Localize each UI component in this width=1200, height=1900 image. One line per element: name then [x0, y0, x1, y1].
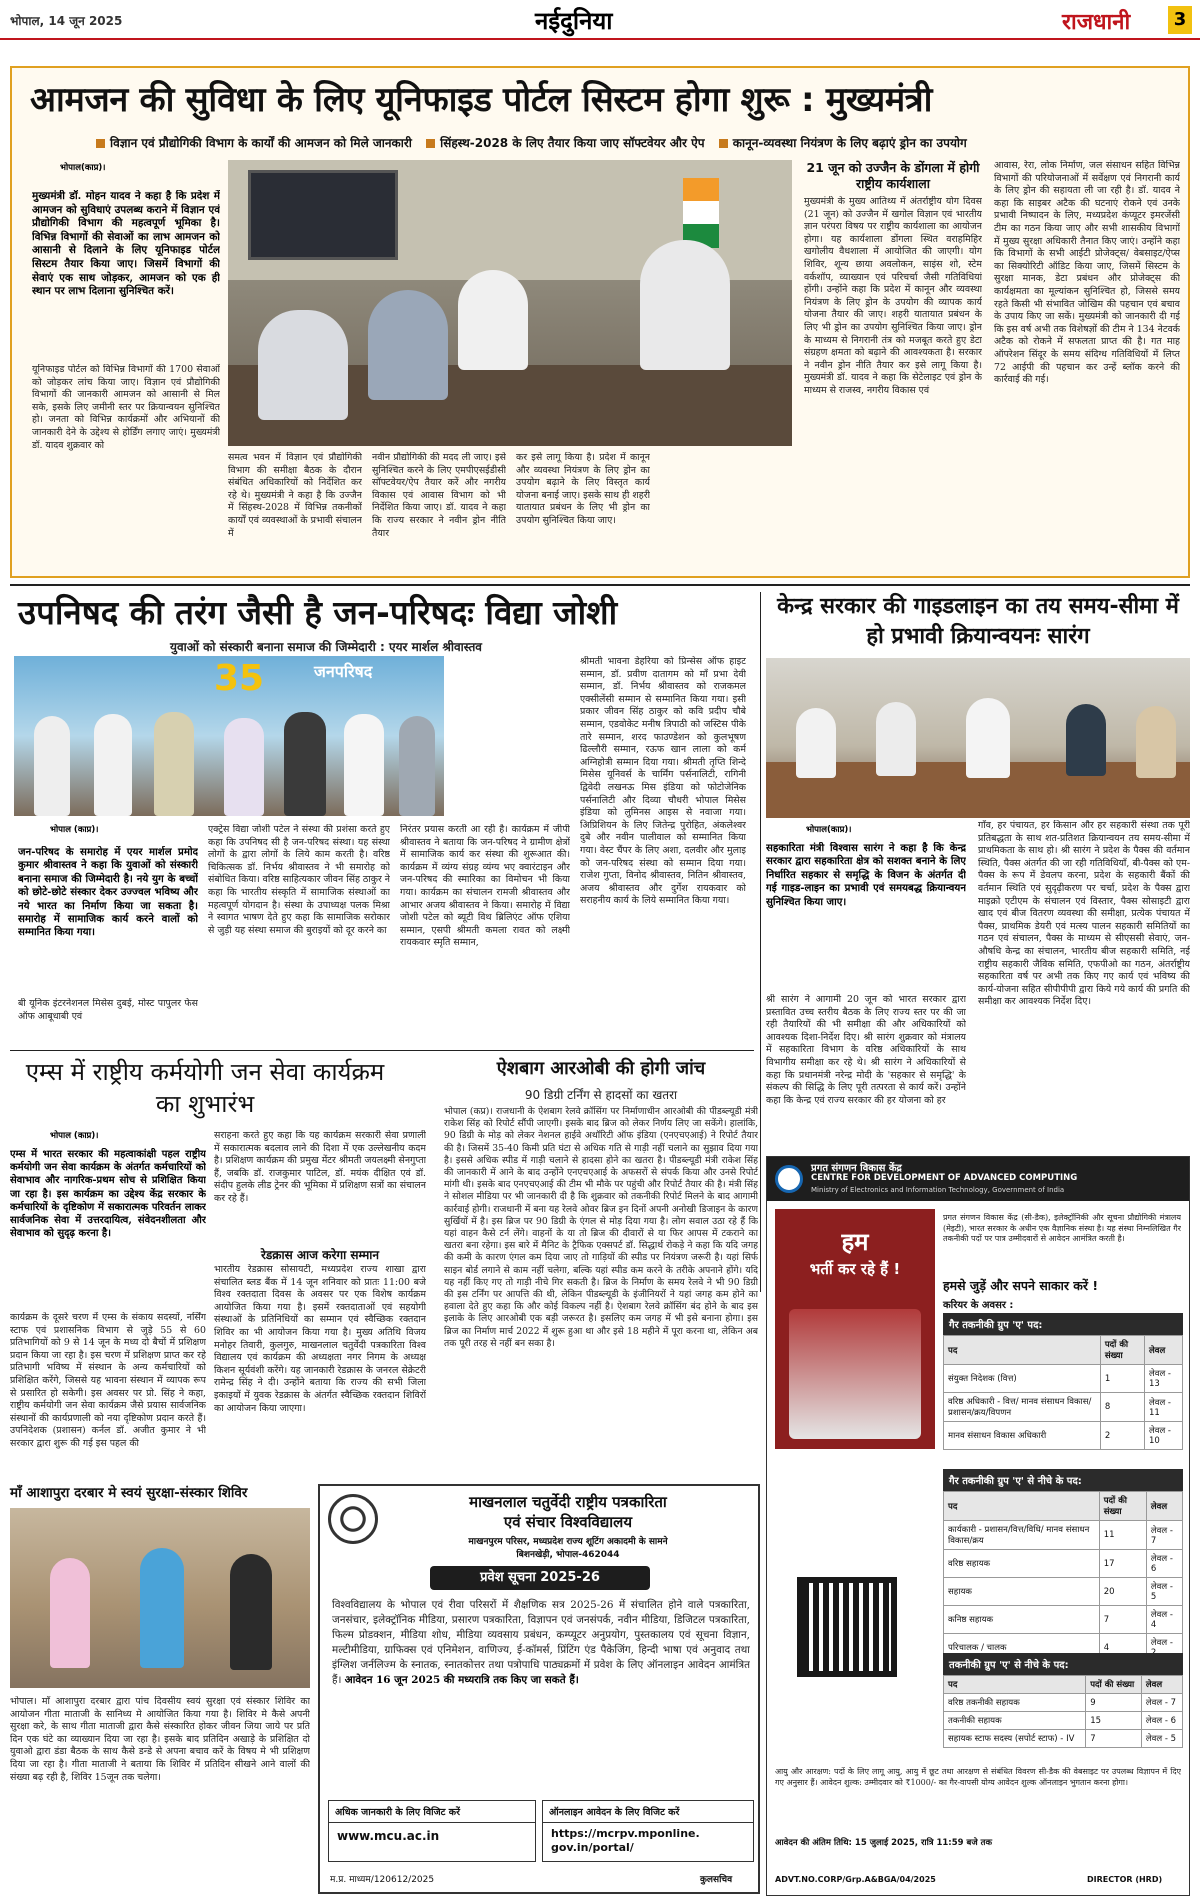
table-row: तकनीकी सहायक 15 लेवल - 6: [944, 1712, 1183, 1730]
body-col-1: कार्यक्रम के दूसरे चरण में एम्स के संकाय सदस्यों, नर्सिंग स्टाफ एवं प्रशासनिक विभाग से जुड़े 55 से 60 प्रतिभागियों को 9 से 14 जून के मध्य दो बैचों में प्रशिक्षण प्रदान किया जा रहा है। इस चरण में प्रशिक्षण प्राप्त कर रहे प्रतिभागी भविष्य में संस्थान के अन्य कर्मचारियों को प्रशिक्षित करेंगे, जिससे यह भावना संस्थान में व्यापक रूप से प्रसारित हो सकेगी। इस अवसर पर प्रो. सिंह ने कहा, राष्ट्रीय कर्मयोगी जन सेवा कार्यक्रम जैसे प्रयास सार्वजनिक संस्थानों की कार्यप्रणाली को नया दृष्टिकोण प्रदान करते हैं। उपनिदेशक (प्रशासन) कर्नल डॉ. अजीत कुमार ने भी सरकार द्वारा शुरू की गई इस पहल की: [10, 1312, 206, 1449]
photo-person-2: [94, 714, 132, 816]
body-col-2: गाँव, हर पंचायत, हर किसान और हर सहकारी संस्था तक पूरी प्रतिबद्धता के साथ शत-प्रतिशत क्रियान्वयन तय समय-सीमा में प्राथमिकता के साथ हो। श्री सारंग ने प्रदेश के पैक्स की वर्तमान स्थिति, पैक्स अंतर्गत की जा रही गतिविधियाँ, बी-पैक्स को एम-पैक्स के रूप में डेवलप करना, प्रदेश के सहकारी बैंकों की वर्तमान स्थिति एवं सुदृढ़ीकरण पर चर्चा, प्रदेश के पैक्स द्वारा माइक्रो एटीएम के संचालन एवं विस्तार, पैक्स सोसाइटी द्वारा खाद एवं बीज वितरण व्यवस्था की समीक्षा, प्रत्येक पंचायत में पैक्स, प्राथमिक डेयरी एवं मत्स्य पालन सहकारी समितियों का गठन एवं संचालन, पैक्स के माध्यम से सीएससी सेवाएं, जन-औषधि केन्द्र का संचालन, भारतीय बीज सहकारी समिति, नई राष्ट्रीय सहकारी जैविक समिति, एफपीओ का गठन, अंतर्राष्ट्रीय सहकारिता वर्ष पर अभी तक किए गए कार्य एवं भविष्य की कार्य-योजना सहित सीपीपीपी द्वारा किये गये कार्य की प्रगति की समीक्षा कर आवश्यक निर्देश दिए।: [978, 820, 1190, 1008]
visit-label: अधिक जानकारी के लिए विजिट करें: [329, 1801, 535, 1823]
divider: [10, 584, 1190, 586]
table-row: वरिष्ठ सहायक 17 लेवल - 6: [944, 1550, 1183, 1578]
apply-label: ऑनलाइन आवेदन के लिए विजिट करें: [543, 1801, 753, 1823]
visit-box: [328, 1800, 536, 1862]
footer-note: आयु और आरक्षण: पदों के लिए लागू आयु, आयु में छूट तथा आरक्षण से संबंधित विवरण सी-डैक की वेबसाइट पर उपलब्ध विज्ञापन में दिए गए अनुसार हैं। आवेदन शुल्क: उम्मीदवार को ₹1000/- का गैर-वापसी योग्य आवेदन शुल्क ऑनलाइन भुगतान करना होगा।: [775, 1767, 1181, 1787]
photo-person-3: [230, 1554, 272, 1670]
subhead-redcross: रेडक्रास आज करेगा सम्मान: [260, 1248, 380, 1262]
story-unified-portal: [10, 66, 1190, 578]
group-c-title: तकनीकी ग्रुप 'ए' से नीचे के पद:: [943, 1653, 1183, 1675]
bullet-icon: [719, 139, 728, 148]
photo-person-6: [344, 714, 384, 816]
apply-box: [542, 1800, 754, 1862]
notice-title: प्रवेश सूचना 2025-26: [430, 1566, 650, 1590]
story-jan-parishad: [10, 592, 755, 1052]
table-row: संयुक्त निदेशक (वित्त) 1 लेवल - 13: [944, 1365, 1183, 1393]
table-row: परिचालक / चालक 4 लेवल -: [944, 1634, 1183, 1662]
anniv-number: 35: [214, 658, 265, 699]
last-date: आवेदन की अंतिम तिथि: 15 जुलाई 2025, रात्रि 11:59 बजे तक: [775, 1838, 992, 1848]
table-row: कनिष्ठ सहायक 7 लेवल - 4: [944, 1606, 1183, 1634]
qr-code-icon: [797, 1577, 897, 1677]
people-graphic: [789, 1309, 921, 1439]
body-col-1: यूनिफाइड पोर्टल को विभिन्न विभागों की 1700 सेवाओं को जोड़कर लांच किया जाए। विज्ञान एवं प्रौद्योगिकी विभागों की जानकारी आमजन को आसानी से मिल सके, इसके लिए जमीनी स्तर पर क्रियान्वयन सुनिश्चित हो। जनता को विभिन्न कार्यक्रमों और अभियानों की जानकारी देने के उद्देश्य से होर्डिंग लगाए जाएं। मुख्यमंत्री डॉ. यादव शुक्रवार को: [32, 364, 220, 451]
body-col-2: समत्व भवन में विज्ञान एवं प्रौद्योगिकी विभाग की समीक्षा बैठक के दौरान संबंधित अधिकारियों को निर्देशित कर रहे थे। मुख्यमंत्री ने कहा है कि उज्जैन में सिंहस्थ-2028 में विभिन्न तकनीकों कार्यों एवं व्यवस्थाओं के प्रभावी संचालन में: [228, 452, 362, 539]
banner-line-1: हम: [841, 1228, 869, 1256]
cdac-logo-icon: [775, 1165, 803, 1193]
byline: भोपाल(काप्र)।: [60, 163, 106, 173]
table-row: सहायक 20 लेवल - 5: [944, 1578, 1183, 1606]
headline: उपनिषद की तरंग जैसी है जन-परिषदः विद्या जोशी: [18, 593, 618, 632]
signatory: कुलसचिव: [700, 1875, 733, 1885]
group-c-table: [943, 1653, 1183, 1748]
university-name-2: एवं संचार विश्वविद्यालय: [503, 1513, 633, 1531]
org-english: CENTRE FOR DEVELOPMENT OF ADVANCED COMPUTING: [811, 1173, 1078, 1183]
career-title: करियर के अवसर :: [943, 1300, 1014, 1311]
body-col-1: श्री सारंग ने आगामी 20 जून को भारत सरकार द्वारा प्रस्तावित उच्च स्तरीय बैठक के लिए राज्य स्तर पर की जा रही तैयारियों की भी समीक्षा की और अधिकारियों को आवश्यक दिशा-निर्देश दिए। श्री सारंग शुक्रवार को मंत्रालय में सहकारिता विभाग के वरिष्ठ अधिकारियों के साथ विभागीय समीक्षा कर रहे थे। श्री सारंग ने अधिकारियों से कहा कि प्रधानमंत्री नरेन्द्र मोदी के 'सहकार से समृद्धि' के संकल्प की सिद्धि के लिए पूरी तत्परता से कार्य करें। उन्होंने कहा कि केन्द्र एवं राज्य सरकार की हर योजना को हर: [766, 994, 966, 1106]
apply-url[interactable]: https://mcrpv.mponline. gov.in/portal/: [551, 1827, 700, 1854]
photo-person-2: [876, 702, 916, 776]
address: माखनपुरम परिसर, मध्यप्रदेश राज्य शूटिंग अकादमी के सामने: [468, 1537, 668, 1547]
photo-person-1: [258, 310, 348, 420]
ad-mcu: [318, 1484, 760, 1894]
ad-header: [767, 1157, 1189, 1201]
banner-line-2: भर्ती कर रहे हैं !: [809, 1260, 901, 1278]
story-aishbagh: [444, 1056, 758, 1476]
body-col-3: नवीन प्रौद्योगिकी की मदद ली जाए। इसे सुनिश्चित करने के लिए एमपीएसईडीसी सॉफ्टवेयर/ऐप तैयार करें और नगरीय विकास एवं आवास विभाग को भी निर्देशित किया जाए। डॉ. यादव ने कहा कि राज्य सरकार ने नवीन ड्रोन नीति तैयार: [372, 452, 506, 539]
highlight-3: कानून-व्यवस्था नियंत्रण के लिए बढ़ाएं ड्रोन का उपयोग: [719, 136, 967, 150]
table-row: मानव संसाधन विकास अधिकारी 2 लेवल - 10: [944, 1422, 1183, 1450]
headline: आमजन की सुविधा के लिए यूनिफाइड पोर्टल सिस्टम होगा शुरू : मुख्यमंत्री: [30, 80, 933, 120]
join-us: हमसे जुड़ें और सपने साकार करें !: [943, 1278, 1099, 1293]
visit-url[interactable]: www.mcu.ac.in: [337, 1829, 440, 1843]
banner-text: जनपरिषद: [314, 662, 373, 681]
ad-reference: म.प्र. माध्यम/120612/2025: [330, 1875, 435, 1885]
body-col-2: सराहना करते हुए कहा कि यह कार्यक्रम सरकारी सेवा प्रणाली में सकारात्मक बदलाव लाने की दिशा में एक उल्लेखनीय कदम है। प्रशिक्षण कार्यक्रम की प्रमुख मेंटर श्रीमती जयलक्ष्मी सेनगुप्ता हैं, जबकि डॉ. राजकुमार पाटिल, डॉ. मयंक दीक्षित एवं डॉ. संदीप हुलके लीड ट्रेनर की भूमिका में प्रशिक्षण सत्रों का संचालन कर रहे हैं।: [214, 1130, 426, 1204]
photo-person-5: [284, 712, 326, 816]
story-aashapura: [10, 1484, 310, 1894]
paper-name: नईदुनिया: [535, 6, 613, 35]
lead-paragraph: एम्स में भारत सरकार की महत्वाकांक्षी पहल राष्ट्रीय कर्मयोगी जन सेवा कार्यक्रम के अंतर्गत कर्मचारियों को सेवाभाव और नागरिक-प्रथम सोच से प्रशिक्षित किया जा रहा है। इस कार्यक्रम का उद्देश्य केंद्र सरकार के कर्मचारियों के दृष्टिकोण में सकारात्मक परिवर्तन लाकर सार्वजनिक सेवा में उत्तरदायित्व, संवेदनशीलता और सेवाभाव को सुदृढ़ करना है।: [10, 1149, 206, 1240]
bullet-icon: [426, 139, 435, 148]
university-name: माखनलाल चतुर्वेदी राष्ट्रीय पत्रकारिता: [469, 1493, 667, 1511]
group-a-table: [943, 1313, 1183, 1450]
table: [943, 1335, 1183, 1450]
table-row: सहायक स्टाफ सदस्य (सपोर्ट स्टाफ) - IV 7 लेवल - 5: [944, 1730, 1183, 1748]
director: DIRECTOR (HRD): [1087, 1875, 1163, 1884]
section-name: राजधानी: [1062, 10, 1131, 35]
headline: केन्द्र सरकार की गाइडलाइन का तय समय-सीमा में हो प्रभावी क्रियान्वयनः सारंग: [777, 594, 1179, 649]
lead-paragraph: मुख्यमंत्री डॉ. मोहन यादव ने कहा है कि प्रदेश में आमजन को सुविधाएं उपलब्ध कराने में विज्ञान एवं प्रौद्योगिकी विभाग की महत्वपूर्ण भूमिका है। विभिन्न विभागों की सेवाओं का लाभ आमजन को आसानी से दिलाने के लिए यूनिफाइड पोर्टल सिस्टम तैयार किया जाए। जिसमें विभागों की सेवाएं एक साथ जोड़कर, आमजन को एक ही स्थान पर लाभ दिलाना सुनिश्चित करें।: [32, 190, 220, 298]
city: बिशनखेड़ी, भोपाल-462044: [516, 1550, 620, 1560]
table-header: पद पदों की संख्या लेवल: [944, 1492, 1183, 1521]
table-header: पद पदों की संख्या लेवल: [944, 1676, 1183, 1694]
award-photo: [14, 656, 444, 816]
body-col-2: एक्ट्रेस विद्या जोशी पटेल ने संस्था की प्रशंसा करते हुए कहा कि उपनिषद सी है जन-परिषद संस्था। यह संस्था लोगों के द्वारा लोगों के लिये काम करती है। वरिष्ठ चिकित्सक डॉ. निर्भय श्रीवास्तव ने भी समारोह को संबोधित किया। वरिष्ठ साहित्यकार जीवन सिंह ठाकुर ने कहा कि भारतीय संस्कृति में सामाजिक संस्थाओं का महत्वपूर्ण योगदान है। संस्था के उपाध्यक्ष पलक मिश्रा ने स्वागत भाषण देते हुए कहा कि सामाजिक सरोकार से जुड़ी यह संस्था समाज की बुराइयों को दूर करने का: [208, 824, 390, 936]
body-col-4: श्रीमती भावना डेहरिया को प्रिन्सेस ऑफ हाइट सम्मान, डॉ. प्रवीण दातागम को माँ प्रभा देवी सम्मान, डॉ. निर्भय श्रीवास्तव को राजकमल एक्सीलेंसी सम्मान से सम्मानित किया गया। इसी प्रकार जीवन सिंह ठाकुर को कवि प्रदीप चौबे सम्मान, एडवोकेट मनीष त्रिपाठी को जस्टिस पीके तारे सम्मान, शरद फाउण्डेशन को कुलभूषण ढिल्लौरी सम्मान, रऊफ खान लाला को कर्म अग्निहोत्री सम्मान दिया गया। श्रीमती तृप्ति शिन्दे मिसेस यूनिवर्स के चार्मिंग पर्सनालिटी, रागिनी द्विवेदी लखनऊ मिस इंडिया को फोटोजेनिक पर्सनालिटी और दिव्या चौधरी भोपाल मिसेस इंडिया को लुमिनस आइस से नवाजा गया। अिप्रिशियन के लिए जितेन्द्र पुरोहित, अंकलेश्वर दुबे और नवीन पालीवाल को सम्मानित किया गया। वेस्ट चैंपर के लिए अशा, दलवीर और मुलाइ को जन-परिषद संस्था को सम्मान दिया गया। राजेश गुप्ता, विनोद श्रीवास्तव, नितिन श्रीवास्तव, अजय श्रीवास्तव और दुर्गेश रायकवार को सराहनीय कार्य के लिये सम्मानित किया गया।: [580, 656, 746, 907]
photo-person-2: [368, 290, 448, 400]
body-col-5: मुख्यमंत्री के मुख्य आतिथ्य में अंतर्राष्ट्रीय योग दिवस (21 जून) को उज्जैन में खगोल विज्ञान एवं भारतीय ज्ञान परंपरा विषय पर राष्ट्रीय कार्यशाला का आयोजन होगा। यह कार्यशाला डोंगला स्थित वराहमिहिर खगोलीय वैधशाला में आयोजित की जाएगी। योग शिविर, शून्य छाया अवलोकन, साइंस शो, स्टेम वर्कशॉप, व्याख्यान एवं परिचर्चा जैसी गतिविधियां होंगी। उन्होंने कहा कि प्रदेश में कानून और व्यवस्था नियंत्रण के लिए ड्रोन के उपयोग की व्यापक कार्य योजना तैयार की जाए। शहरी यातायात प्रबंधन के लिए भी ड्रोन का उपयोग सुनिश्चित किया जाए। ड्रोन के माध्यम से निगरानी तंत्र को मजबूत करते हुए डेटा संग्रहण क्षमता को बढ़ाने की आवश्यकता है। सरकार ने नवीन ड्रोन नीति तैयार कर इसे लागू किया है। मुख्यमंत्री डॉ. यादव ने कहा कि सेटेलाइट एवं ड्रोन के माध्यम से राजस्व, नगरीय विकास एवं: [804, 196, 982, 396]
sub-headline: 21 जून को उज्जैन के डोंगला में होगी राष्ट्रीय कार्यशाला: [806, 160, 980, 191]
lead-paragraph: जन-परिषद के समारोह में एयर मार्शल प्रमोद कुमार श्रीवास्तव ने कहा कि युवाओं को संस्कारी बनाना समाज की जिम्मेदारी है। नये युग के बच्चों को छोटे-छोटे संस्कार देकर उज्ज्वल भविष्य और नये भारत का निर्माण किया जा सकता है। समारोह में सामाजिक कार्य करने वालों को सम्मानित किया गया।: [18, 846, 198, 939]
ad-cdac: [766, 1156, 1190, 1896]
photo-screen: [248, 170, 398, 260]
photo-person-5: [1136, 706, 1176, 778]
photo-person-1: [796, 708, 836, 778]
headline: माँ आशापुरा दरबार मे स्वयं सुरक्षा-संस्कार शिविर: [10, 1485, 248, 1501]
group-b-table: [943, 1469, 1183, 1662]
date-line: भोपाल, 14 जून 2025: [10, 14, 123, 28]
meeting-photo: [766, 658, 1190, 818]
advt-number: ADVT.NO.CORP/Grp.A&BGA/04/2025: [775, 1875, 936, 1884]
body-col-1: बी यूनिक इंटरनेशनल मिसेस दुबई, मोस्ट पापुलर फेस ऑफ आबूधाबी एवं: [18, 998, 198, 1022]
body-col-6: आवास, रेरा, लोक निर्माण, जल संसाधन सहित विभिन्न विभागों की परियोजनाओं में सर्वेक्षण एवं निगरानी कार्य के लिए ड्रोन की सहायता ली जा रही है। डॉ. यादव ने कहा कि साइबर अटैक की घटनाएं रोकने एवं उनके प्रभावी निष्पादन के लिए, मध्यप्रदेश कंप्यूटर इमरजेंसी टीम का गठन किया जाए और सभी शासकीय विभागों में मुख्य सुरक्षा अधिकारी तैनात किए जाएं। उन्होंने कहा कि विभागों के सभी आईटी प्रोजेक्ट्स/ वेबसाइट/ऐप्स का सिक्योरिटी ऑडिट किया जाए, जिसमें सिस्टम के सुरक्षा मानक, डेटा प्रबंधन और प्रोजेक्ट्स की कार्यक्षमता का मूल्यांकन सुनिश्चित हो, जिससे समय रहते किसी भी संभावित जोखिम की पहचान एवं बचाव के उपाय किए जा सकें। मुख्यमंत्री को जानकारी दी गई कि इस वर्ष अभी तक विशेषज्ञों की टीम ने 134 नेटवर्क अटैक को रोकने में सफलता प्राप्त की है। गत माह ऑपरेशन सिंदूर के समय संदिग्ध गतिविधियों में लिप्त 72 आईपी की पहचान कर उन्हें ब्लॉक करने की कार्रवाई की गई।: [994, 160, 1180, 386]
table: [943, 1491, 1183, 1662]
photo-person-4: [1066, 704, 1106, 776]
divider-vertical: [760, 592, 761, 1292]
intro: प्रगत संगणन विकास केंद्र (सी-डैक), इलेक्ट्रॉनिकी और सूचना प्रौद्योगिकी मंत्रालय (मेइटी), भारत सरकार के अधीन एक वैज्ञानिक संस्था है। यह संस्था निम्नलिखित गैर तकनीकी पदों पर पात्र उम्मीदवारों से आवेदन आमंत्रित करती है।: [943, 1213, 1181, 1244]
headline: एम्स में राष्ट्रीय कर्मयोगी जन सेवा कार्यक्रम का शुभारंभ: [25, 1058, 385, 1118]
photo-person-3: [966, 698, 1010, 778]
page-number: 3: [1168, 6, 1192, 34]
body-redcross: भारतीय रेडक्रास सोसायटी, मध्यप्रदेश राज्य शाखा द्वारा संचालित ब्लड बैंक में 14 जून शनिवार को प्रातः 11:00 बजे विश्व रक्तदाता दिवस के अवसर पर एक विशेष कार्यक्रम आयोजित किया गया है। इसमें रक्तदाताओं एवं सहयोगी संस्थाओं के प्रतिनिधियों का सम्मान एवं स्वैच्छिक रक्तदान शिविर का भी आयोजन किया गया है। मुख्य अतिथि विजय मनोहर तिवारी, कुलगुरु, माखनलाल चतुर्वेदी पत्रकारिता विश्व विद्यालय एवं कार्यक्रम की अध्यक्षता नगर निगम के अध्यक्ष किशन सूर्यवंशी करेंगे। यह जानकारी रेडक्रास के जनरल सेक्रेटरी रामेन्द्र सिंह ने दी। उन्होंने बताया कि राज्य की सभी जिला इकाइयों में युवक रेडक्रास के अंतर्गत स्वैच्छिक रक्तदान शिविरों का आयोजन किया जाएगा।: [214, 1264, 426, 1414]
photo-person-7: [399, 716, 435, 816]
photo-person-2: [140, 1548, 184, 1668]
bullet-icon: [96, 139, 105, 148]
body: भोपाल (कप्र)। राजधानी के ऐशबाग रेलवे क्रॉसिंग पर निर्माणाधीन आरओबी की पीडब्ल्यूडी मंत्री राकेश सिंह को रिपोर्ट सौंपी जाएगी। इसके बाद ब्रिज को लेकर निर्णय लिए जा सकेंगे। हालांकि, 90 डिग्री के मोड़ को लेकर नेशनल हाईवे अथॉरिटी ऑफ इंडिया (एनएचएआई) ने रिपोर्ट तैयार की है। जिसमें 35-40 किमी प्रति घंटा से अधिक गति से गाड़ी नहीं चलाने का सुझाव दिया गया है। इससे अधिक स्पीड में गाड़ी चलाने से हादसा होने का खतरा है। पीडब्ल्यूडी मंत्री राकेश सिंह की जानकारी में आने के बाद उन्होंने एनएचएआई के अफसरों से संपर्क किया और उनसे रिपोर्ट मांगी थी। इसके बाद एनएचएआई की टीम भी मौके पर पहुंची और रिपोर्ट तैयार की है। मंत्री सिंह ने सोशल मीडिया पर भी जानकारी दी है कि शुक्रवार को तकनीकी रिपोर्ट मिलने के बाद आगामी कार्रवाई होगी। राजधानी में बना यह रेलवे ओवर ब्रिज इन दिनों अपनी अनोखी डिजाइन के कारण सुर्खियों में है। इस ब्रिज पर 90 डिग्री के एंगल से मोड़ दिया गया है। लोग सवाल उठा रहे हैं कि यहां वाहन कैसे टर्न लेंगे। वाहनों के या तो ब्रिज की दीवारों से या फिर आपस में टकराने का खतरा बना रहेगा। इस बारे में मैनिट के ट्रैफिक एक्सपर्ट डॉ. सिद्धार्थ रोकड़े ने कहा कि यदि जगह की कमी के कारण एंगल कम दिया जाए तो गाड़ियों की स्पीड पर नियंत्रण जरूरी है। यहां सिर्फ साइन बोर्ड लगाने से काम नहीं चलेगा, बल्कि यहां स्पीड कम करने के तरीके अपनाने होंगे। यदि यह नहीं किए गए तो गाड़ी नीचे गिर सकती है। ब्रिज के निर्माण के समय रेलवे ने भी 90 डिग्री की इस टर्निंग पर आपत्ति की थी, लेकिन पीडब्ल्यूडी के इंजीनियरों ने यहां जगह कम होने का हवाला देते हुए कहा कि और कोई विकल्प नहीं है। ऐशबाग रेलवे क्रॉसिंग बंद होने के बाद इस इलाके के लिए आरओबी एक बड़ी जरूरत है। इसलिए कम जगह में भी इसे बनाना होगा। इस ब्रिज का निर्माण मार्च 2022 में शुरू हुआ था और इसे 18 महीने में पूरा करना था, लेकिन अब तक पूरी तरह से नहीं बन सका है।: [444, 1106, 758, 1349]
byline: भोपाल (काप्र)।: [50, 825, 99, 835]
photo-flag: [683, 178, 719, 248]
training-photo: [10, 1508, 310, 1688]
mcu-logo-icon: [328, 1494, 378, 1544]
divider: [10, 1050, 754, 1051]
group-a-title: गैर तकनीकी ग्रुप 'ए' पद:: [943, 1313, 1183, 1335]
meeting-photo: [228, 160, 792, 446]
group-b-title: गैर तकनीकी ग्रुप 'ए' से नीचे के पद:: [943, 1469, 1183, 1491]
body-col-3: निरंतर प्रयास करती आ रही है। कार्यक्रम में जीपी श्रीवास्तव ने बताया कि जन-परिषद ने ग्रामीण क्षेत्रों में सामाजिक कार्य कर संस्था की शुरूआत की। कार्यक्रम में व्यंग्य संग्रह व्यंग्य भए क्वारंटाइन और जन-परिषद की स्मारिका का विमोचन भी किया गया। कार्यक्रम का संचालन रामजी श्रीवास्तव और आभार अजय श्रीवास्तव ने किया। समारोह में विद्या जोशी पटेल को ब्यूटी विथ ब्रिलिएंट ऑफ एशिया सम्मान, एसपी श्रीमती कमला रावत को लक्ष्मी रायकवार स्मृति सम्मान,: [400, 824, 570, 949]
body: भोपाल। माँ आशापुरा दरबार द्वारा पांच दिवसीय स्वयं सुरक्षा एवं संस्कार शिविर का आयोजन गीता माताजी के सानिध्य मे आयोजित किया गया है। शिविर मे कैसे अपनी सुरक्षा करे, के साथ गीता माताजी द्वारा कैसे संस्कारित होकर जीवन जिया जाये पर प्रति दिन एक घंटे का व्याख्यान दिया जा रहा है। इसके बाद प्रतिदिन अखाड़े के प्रशिक्षित दो युवाओ द्वारा डंडा बैठक के साथ कैसे डन्डे से अपना बचाव करें के विषय मे भी प्रशिक्षण दिया जा रहा है। गीता माताजी ने बताया कि शिविर में प्रतिदिन सीखने आने वालों की संख्या बढ़ रही है, शिविर 15जून तक चलेगा।: [10, 1696, 310, 1783]
deadline: आवेदन 16 जून 2025 की मध्यरात्रि तक किए जा सकते हैं।: [344, 1674, 579, 1686]
masthead: [0, 0, 1200, 40]
highlight-1: विज्ञान एवं प्रौद्योगिकी विभाग के कार्यों की आमजन को मिले जानकारी: [96, 136, 412, 150]
photo-person-1: [50, 1558, 90, 1668]
table-header: पद पदों की संख्या लेवल: [944, 1336, 1183, 1365]
body-col-4: कर इसे लागू किया है। प्रदेश में कानून और व्यवस्था नियंत्रण के लिए ड्रोन का उपयोग बढ़ाने के लिए विस्तृत कार्य योजना बनाई जाए। इसके साथ ही शहरी यातायात प्रबंधन के लिए भी ड्रोन का उपयोग सुनिश्चित किया जाए।: [516, 452, 650, 526]
subheadline: युवाओं को संस्कारी बनाना समाज की जिम्मेदारी : एयर मार्शल श्रीवास्तव: [170, 640, 482, 654]
table: [943, 1675, 1183, 1748]
byline: भोपाल(काप्र)।: [806, 825, 852, 835]
highlight-2: सिंहस्थ-2028 के लिए तैयार किया जाए सॉफ्टवेयर और ऐप: [426, 136, 704, 150]
highlights: [96, 134, 1186, 151]
ministry: Ministry of Electronics and Information Technology, Government of India: [811, 1186, 1065, 1194]
body-col-4b: [660, 452, 792, 568]
hiring-banner: [775, 1209, 935, 1449]
notice-body: विश्वविद्यालय के भोपाल एवं रीवा परिसरों में शैक्षणिक सत्र 2025-26 में संचालित होने वाले पत्रकारिता, जनसंचार, इलेक्ट्रॉनिक मीडिया, प्रसारण पत्रकारिता, विज्ञापन एवं जनसंपर्क, नवीन मीडिया, डिजिटल पत्रकारिता, फिल्म प्रोडक्शन, मीडिया शोध, मीडिया व्यवसाय प्रबंधन, कम्प्यूटर अनुप्रयोग, पुस्तकालय एवं सूचना विज्ञान, मल्टीमीडिया, ग्राफिक्स एवं एनिमेशन, वाणिज्य, ई-कॉमर्स, प्रिंटिंग एंड पैकेजिंग, हिन्दी भाषा एवं अनुवाद तथा इंग्लिश जर्नलिज्म के स्नातक, स्नातकोत्तर तथा पत्रोपाधि पाठ्यक्रमों में प्रवेश के लिए ऑनलाइन आवेदन आमंत्रित हैं। आवेदन 16 जून 2025 की मध्यरात्रि तक किए जा सकते हैं।: [332, 1599, 750, 1686]
photo-person-cm: [640, 240, 730, 370]
lead-paragraph: सहकारिता मंत्री विश्वास सारंग ने कहा है कि केन्द्र सरकार द्वारा सहकारिता क्षेत्र को सशक्त बनाने के लिए निर्धारित सहकार से समृद्धि के विजन के अंतर्गत दी गई गाइड-लाइन का प्रभावी एवं समयबद्ध क्रियान्वयन सुनिश्चित किया जाए।: [766, 842, 966, 908]
org-hindi: प्रगत संगणन विकास केंद्र: [811, 1163, 902, 1174]
headline: ऐशबाग आरओबी की होगी जांच: [496, 1058, 706, 1079]
byline: भोपाल (काप्र)।: [50, 1131, 99, 1141]
table-row: कार्यकारी - प्रशासन/वित्त/विधि/ मानव संसाधन विकास/क्रय 11 लेवल - 7: [944, 1521, 1183, 1550]
photo-person-4: [224, 718, 264, 816]
photo-person-1: [34, 716, 70, 816]
story-aiims: [10, 1056, 438, 1476]
subheadline: 90 डिग्री टर्निंग से हादसों का खतरा: [524, 1088, 678, 1102]
photo-person-3: [458, 270, 528, 370]
table-row: वरिष्ठ तकनीकी सहायक 9 लेवल - 7: [944, 1694, 1183, 1712]
table-row: वरिष्ठ अधिकारी - वित्त/ मानव संसाधन विकास/ प्रशासन/क्रय/विपणन 8 लेवल - 11: [944, 1393, 1183, 1422]
photo-person-3: [154, 712, 194, 816]
